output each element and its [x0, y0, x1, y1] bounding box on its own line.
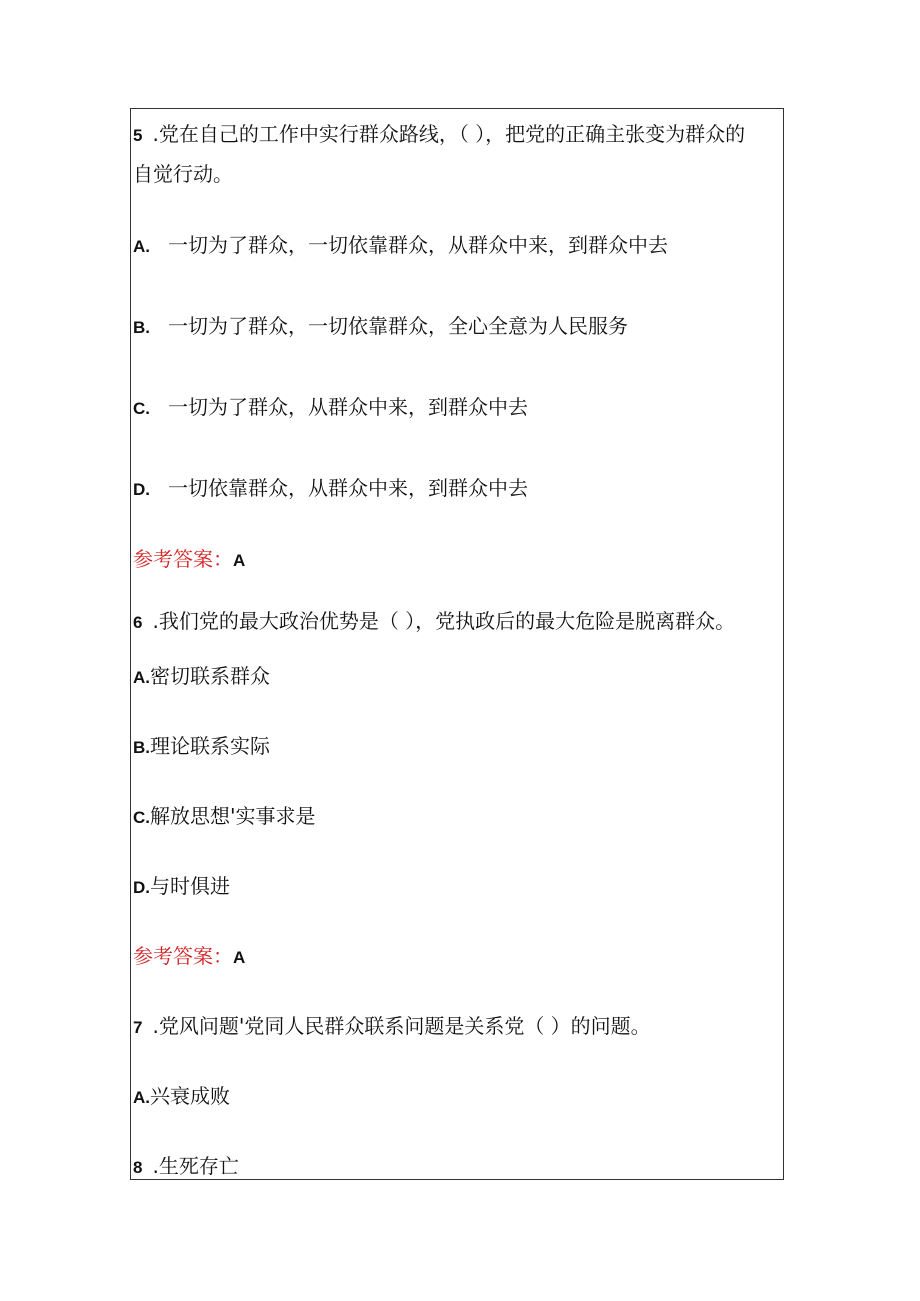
option-text: 密切联系群众 — [150, 664, 270, 688]
option-text: 一切为了群众，从群众中来，到群众中去 — [168, 395, 528, 419]
option-text: 理论联系实际 — [150, 734, 270, 758]
question-5-answer — [133, 546, 245, 574]
question-number: 5 — [133, 126, 143, 145]
question-number: 6 — [133, 613, 143, 632]
question-stem-text: 自觉行动。 — [133, 162, 233, 186]
answer-value: A — [233, 551, 246, 570]
option-text: 兴衰成败 — [150, 1084, 230, 1108]
question-stem-text: .党在自己的工作中实行群众路线，（ ），把党的正确主张变为群众的 — [152, 122, 746, 146]
question-6-option-c — [133, 803, 316, 831]
option-text: 一切为了群众，一切依靠群众，全心全意为人民服务 — [168, 314, 628, 338]
option-letter: B. — [133, 318, 150, 337]
option-letter: D. — [133, 878, 150, 897]
question-5-option-b — [133, 313, 628, 341]
question-6-option-a — [133, 663, 270, 691]
option-text: 一切依靠群众，从群众中来，到群众中去 — [168, 476, 528, 500]
option-letter: A. — [133, 1088, 150, 1107]
question-number: 7 — [133, 1018, 143, 1037]
answer-label: 参考答案： — [133, 547, 233, 571]
option-text: 解放思想'实事求是 — [150, 804, 316, 828]
question-6-answer — [133, 943, 245, 971]
question-6-option-d — [133, 873, 230, 901]
question-5-option-c — [133, 394, 528, 422]
question-6-option-b — [133, 733, 270, 761]
answer-value: A — [233, 948, 246, 967]
option-letter: A. — [133, 668, 150, 687]
answer-label: 参考答案： — [133, 944, 233, 968]
option-text: 与时俱进 — [150, 874, 230, 898]
option-text: 一切为了群众，一切依靠群众，从群众中来，到群众中去 — [168, 233, 668, 257]
question-stem-text: .我们党的最大政治优势是（ ），党执政后的最大危险是脱离群众。 — [152, 609, 736, 633]
question-5-option-d — [133, 475, 528, 503]
question-5-option-a — [133, 232, 668, 260]
question-5-stem-line1 — [133, 121, 745, 149]
question-5-stem-line2 — [133, 161, 233, 187]
option-letter: C. — [133, 808, 150, 827]
option-letter: A. — [133, 237, 150, 256]
question-6-stem-line1 — [133, 608, 735, 636]
question-8-stem-line1 — [133, 1153, 239, 1181]
question-7-stem-line1 — [133, 1013, 651, 1041]
option-letter: B. — [133, 738, 150, 757]
question-stem-text: .党风问题'党同人民群众联系问题是关系党（ ）的问题。 — [152, 1014, 651, 1038]
option-letter: D. — [133, 480, 150, 499]
question-number: 8 — [133, 1158, 143, 1177]
question-7-option-a — [133, 1083, 230, 1111]
option-letter: C. — [133, 399, 150, 418]
question-stem-text: .生死存亡 — [152, 1154, 239, 1178]
